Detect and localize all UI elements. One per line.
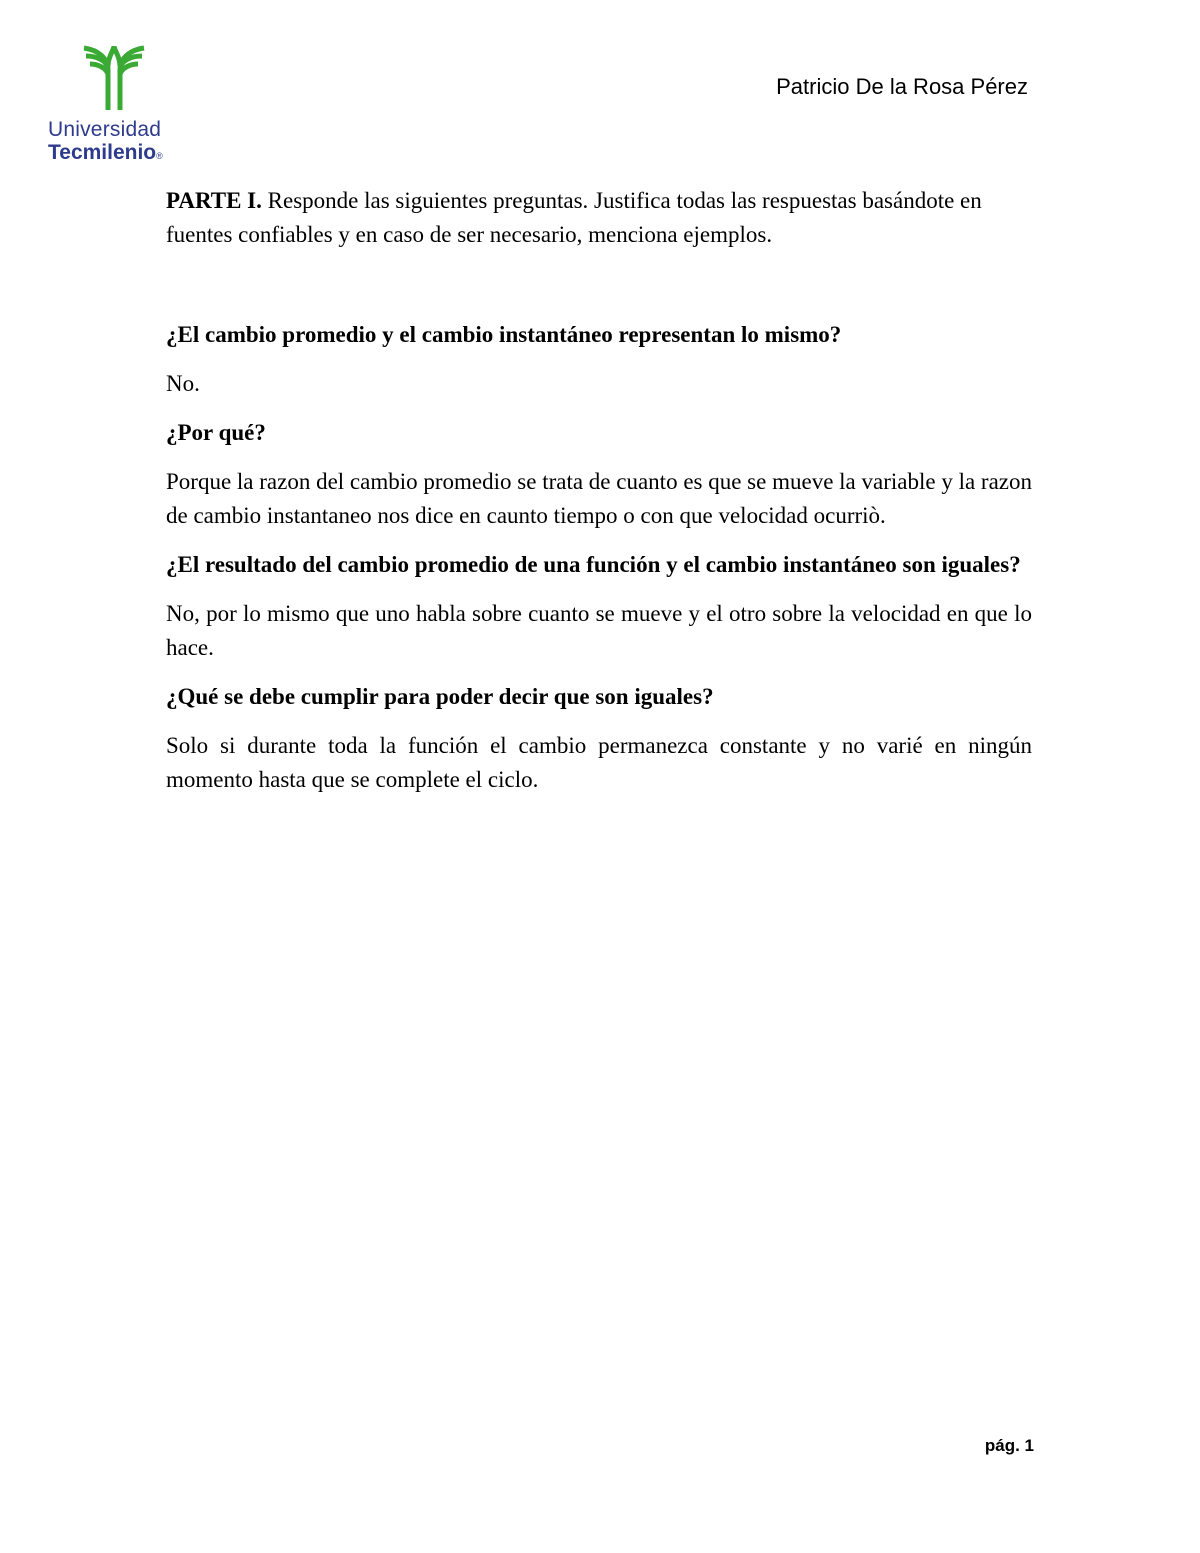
answer-4: Solo si durante toda la función el cambio permanezca constante y no varié en ningún momento hasta que se complete el ciclo. xyxy=(166,733,1032,792)
logo-line-universidad: Universidad xyxy=(48,118,162,141)
question-4: ¿Qué se debe cumplir para poder decir que son iguales? xyxy=(166,684,714,709)
tecmilenio-logo-icon xyxy=(82,42,146,110)
answer-1: No. xyxy=(166,371,200,396)
intro-label: PARTE I. xyxy=(166,188,262,213)
logo-line-tecmilenio: Tecmilenio® xyxy=(48,141,163,164)
question-1: ¿El cambio promedio y el cambio instantáneo representan lo mismo? xyxy=(166,322,842,347)
intro-text: Responde las siguientes preguntas. Justifica todas las respuestas basándote en fuentes confiables y en caso de ser necesario, menciona ejemplos. xyxy=(166,188,982,247)
answer-2: Porque la razon del cambio promedio se trata de cuanto es que se mueve la variable y la razon de cambio instantaneo nos dice en caunto tiempo o con que velocidad ocurriò. xyxy=(166,469,1032,528)
page-number: pág. 1 xyxy=(984,1436,1034,1455)
registered-mark: ® xyxy=(156,151,163,161)
answer-3: No, por lo mismo que uno habla sobre cuanto se mueve y el otro sobre la velocidad en que lo hace. xyxy=(166,601,1032,660)
question-3: ¿El resultado del cambio promedio de una función y el cambio instantáneo son iguales? xyxy=(166,552,1021,577)
author-name: Patricio De la Rosa Pérez xyxy=(776,74,1028,99)
university-logo xyxy=(48,42,188,166)
question-2: ¿Por qué? xyxy=(166,420,266,445)
intro-paragraph xyxy=(166,184,1032,252)
document-body xyxy=(166,184,1032,812)
